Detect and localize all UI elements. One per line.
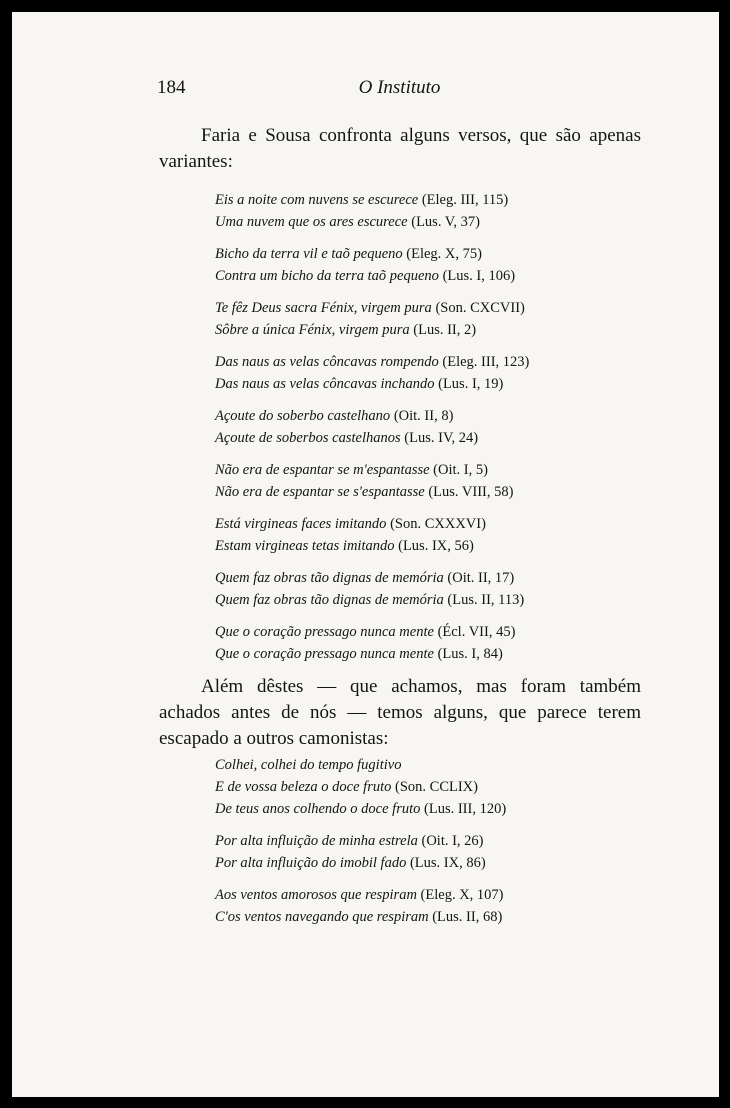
verse-text: Que o coração pressago nunca mente (215, 646, 434, 662)
verse-text: Por alta influição do imobil fado (215, 855, 407, 871)
verse-line (215, 906, 635, 928)
verse-reference: (Eleg. III, 123) (442, 354, 530, 370)
verse-reference: (Lus. II, 113) (447, 592, 525, 608)
verse-line (215, 189, 635, 211)
verse-line (215, 513, 635, 535)
book-page (12, 12, 719, 1097)
newly-found-verse-groups (215, 754, 635, 938)
verse-reference: (Son. CXXXVI) (390, 516, 486, 532)
verse-line (215, 211, 635, 233)
verse-line (215, 830, 635, 852)
verse-reference: (Oit. II, 17) (447, 570, 515, 586)
verse-line (215, 643, 635, 665)
verse-text: Não era de espantar se m'espantasse (215, 462, 430, 478)
verse-reference: (Eleg. X, 75) (406, 246, 482, 262)
verse-line (215, 798, 635, 820)
verse-text: Quem faz obras tão dignas de memória (215, 570, 444, 586)
verse-reference: (Lus. IX, 86) (409, 855, 486, 871)
verse-text: Uma nuvem que os ares escurece (215, 214, 408, 230)
verse-text: Está virgineas faces imitando (215, 516, 387, 532)
verse-group (215, 830, 635, 874)
verse-line (215, 481, 635, 503)
verse-reference: (Lus. I, 84) (437, 646, 503, 662)
verse-pair (215, 513, 635, 557)
verse-reference: (Lus. II, 2) (413, 322, 477, 338)
verse-line (215, 265, 635, 287)
verse-reference: (Oit. I, 26) (421, 833, 484, 849)
verse-text: Não era de espantar se s'espantasse (215, 484, 425, 500)
verse-line (215, 459, 635, 481)
verse-text: C'os ventos navegando que respiram (215, 909, 429, 925)
verse-reference: (Écl. VII, 45) (437, 624, 516, 640)
verse-line (215, 852, 635, 874)
verse-reference: (Lus. I, 19) (438, 376, 504, 392)
second-paragraph-text: Além dêstes — que achamos, mas foram também achados antes de nós — temos alguns, que parece terem escapado a outros camonistas: (159, 676, 641, 749)
verse-pair (215, 243, 635, 287)
variant-verse-pairs (215, 189, 635, 675)
verse-reference: (Eleg. III, 115) (421, 192, 509, 208)
verse-line (215, 754, 635, 776)
verse-text: De teus anos colhendo o doce fruto (215, 801, 421, 817)
verse-reference: (Lus. VIII, 58) (428, 484, 514, 500)
verse-line (215, 621, 635, 643)
verse-pair (215, 351, 635, 395)
verse-line (215, 319, 635, 341)
verse-reference: (Lus. III, 120) (424, 801, 507, 817)
verse-reference: (Lus. IV, 24) (404, 430, 479, 446)
verse-line (215, 405, 635, 427)
verse-line (215, 373, 635, 395)
verse-pair (215, 189, 635, 233)
verse-reference: (Lus. II, 68) (432, 909, 503, 925)
verse-line (215, 243, 635, 265)
verse-group (215, 754, 635, 820)
verse-line (215, 567, 635, 589)
intro-text: Faria e Sousa confronta alguns versos, que são apenas variantes: (159, 125, 641, 172)
verse-line (215, 427, 635, 449)
verse-reference: (Oit. I, 5) (433, 462, 488, 478)
verse-line (215, 776, 635, 798)
verse-text: Que o coração pressago nunca mente (215, 624, 434, 640)
verse-text: Das naus as velas côncavas inchando (215, 376, 435, 392)
verse-text: Te fêz Deus sacra Fénix, virgem pura (215, 300, 432, 316)
verse-pair (215, 297, 635, 341)
verse-reference: (Lus. V, 37) (411, 214, 480, 230)
verse-reference: (Son. CXCVII) (435, 300, 525, 316)
verse-text: Quem faz obras tão dignas de memória (215, 592, 444, 608)
verse-text: Estam virgineas tetas imitando (215, 538, 395, 554)
verse-reference: (Oit. II, 8) (393, 408, 454, 424)
verse-text: Das naus as velas côncavas rompendo (215, 354, 439, 370)
running-title: O Instituto (358, 77, 441, 98)
verse-reference: (Son. CCLIX) (395, 779, 478, 795)
verse-line (215, 297, 635, 319)
verse-pair (215, 405, 635, 449)
verse-text: Sôbre a única Fénix, virgem pura (215, 322, 410, 338)
verse-text: Eis a noite com nuvens se escurece (215, 192, 419, 208)
verse-line (215, 589, 635, 611)
verse-line (215, 535, 635, 557)
verse-pair (215, 567, 635, 611)
verse-text: E de vossa beleza o doce fruto (215, 779, 392, 795)
page-number: 184 (157, 77, 186, 98)
verse-reference: (Lus. I, 106) (442, 268, 516, 284)
second-paragraph (159, 674, 641, 752)
verse-text: Bicho da terra vil e taõ pequeno (215, 246, 403, 262)
intro-paragraph (159, 123, 641, 175)
verse-reference: (Lus. IX, 56) (398, 538, 474, 554)
verse-group (215, 884, 635, 928)
verse-pair (215, 621, 635, 665)
verse-text: Por alta influição de minha estrela (215, 833, 418, 849)
verse-text: Colhei, colhei do tempo fugitivo (215, 757, 402, 773)
verse-text: Açoute de soberbos castelhanos (215, 430, 401, 446)
verse-text: Contra um bicho da terra taõ pequeno (215, 268, 439, 284)
verse-line (215, 351, 635, 373)
verse-pair (215, 459, 635, 503)
verse-text: Aos ventos amorosos que respiram (215, 887, 417, 903)
verse-reference: (Eleg. X, 107) (420, 887, 504, 903)
verse-text: Açoute do soberbo castelhano (215, 408, 391, 424)
verse-line (215, 884, 635, 906)
